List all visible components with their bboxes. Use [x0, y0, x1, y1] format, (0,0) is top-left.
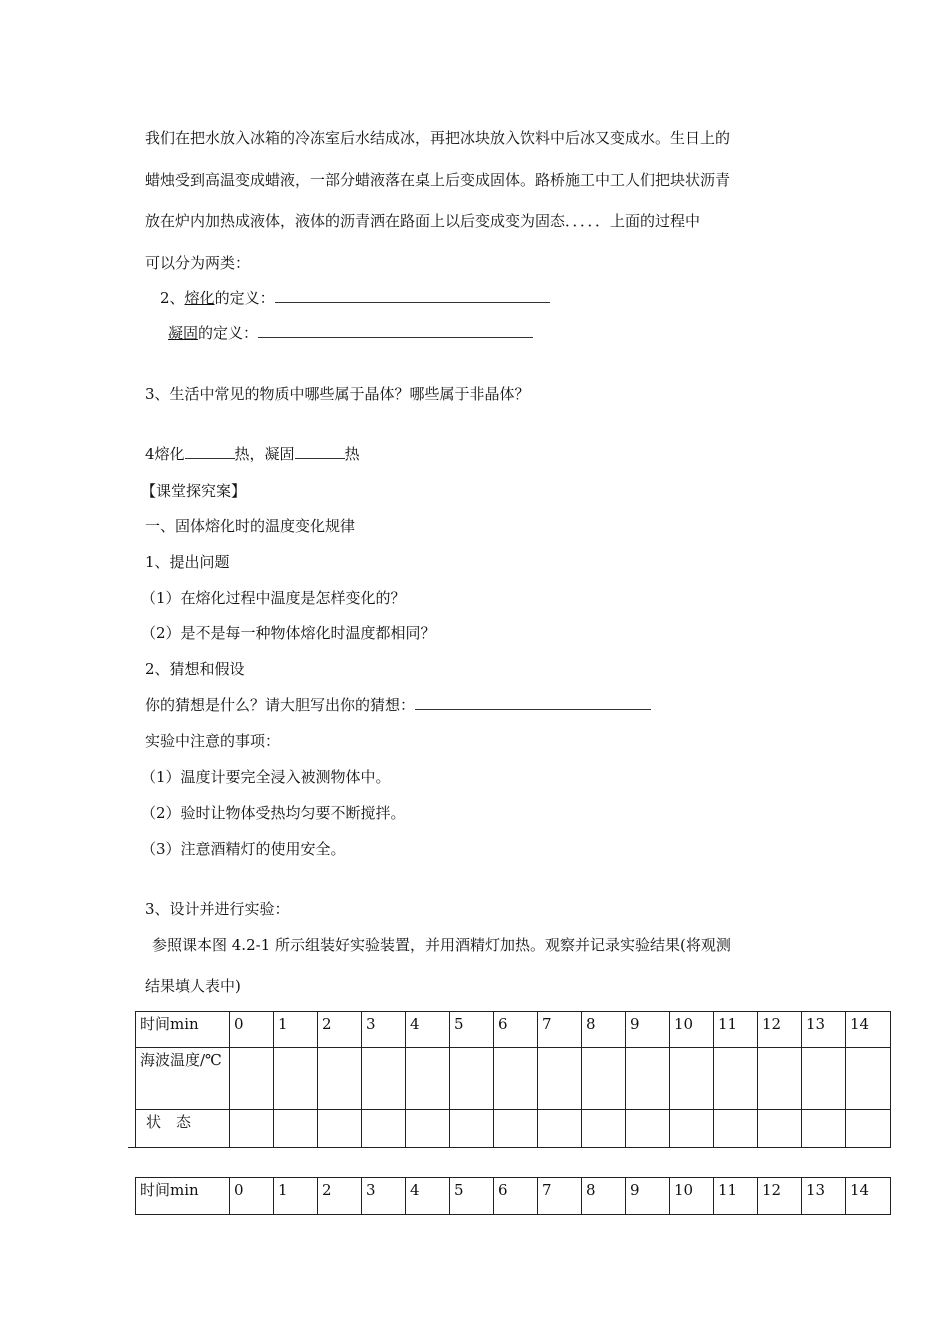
temperature-input-cell[interactable] — [406, 1048, 450, 1110]
state-input-cell[interactable] — [230, 1110, 274, 1148]
step2-title: 2、猜想和假设 — [145, 660, 245, 678]
state-input-cell[interactable] — [714, 1110, 758, 1148]
state-input-cell[interactable] — [758, 1110, 802, 1148]
minute-cell: 8 — [582, 1012, 626, 1048]
state-input-cell[interactable] — [362, 1110, 406, 1148]
q2-prefix: 2、 — [160, 289, 185, 307]
minute-cell: 14 — [846, 1012, 891, 1048]
temperature-input-cell[interactable] — [714, 1048, 758, 1110]
temperature-input-cell[interactable] — [318, 1048, 362, 1110]
observation-table — [135, 1011, 891, 1148]
minute-cell: 11 — [714, 1012, 758, 1048]
q4-part1: 4熔化 — [145, 445, 185, 463]
temperature-input-cell[interactable] — [230, 1048, 274, 1110]
intro-line-3: 放在炉内加热成液体，液体的沥青洒在路面上以后变成变为固态．．．．．上面的过程中 — [145, 212, 701, 230]
minute-cell: 0 — [230, 1012, 274, 1048]
step3-paragraph-2: 结果填人表中) — [145, 977, 241, 995]
temperature-input-cell[interactable] — [626, 1048, 670, 1110]
minute-cell: 2 — [318, 1178, 362, 1215]
minute-cell: 0 — [230, 1178, 274, 1215]
row-label-temperature: 海波温度/℃ — [136, 1048, 230, 1110]
minute-cell: 7 — [538, 1012, 582, 1048]
intro-line-4: 可以分为两类： — [145, 254, 251, 272]
step1-title: 1、提出问题 — [145, 553, 230, 571]
state-input-cell[interactable] — [538, 1110, 582, 1148]
note-3: （3）注意酒精灯的使用安全。 — [141, 840, 346, 858]
row-label-time: 时间min — [136, 1012, 230, 1048]
temperature-input-cell[interactable] — [538, 1048, 582, 1110]
q2-melting-definition — [160, 288, 550, 308]
temperature-input-cell[interactable] — [450, 1048, 494, 1110]
state-input-cell[interactable] — [582, 1110, 626, 1148]
note-1: （1）温度计要完全浸入被测物体中。 — [141, 768, 391, 786]
row-label-state: 状 态 — [136, 1110, 230, 1148]
minute-cell: 7 — [538, 1178, 582, 1215]
minute-cell: 9 — [626, 1178, 670, 1215]
term-solidifying: 凝固 — [168, 324, 199, 342]
table2-row-time — [136, 1178, 891, 1215]
state-input-cell[interactable] — [406, 1110, 450, 1148]
q2-solidifying-definition — [168, 323, 533, 343]
temperature-input-cell[interactable] — [274, 1048, 318, 1110]
note-2: （2）验时让物体受热均匀要不断搅拌。 — [141, 804, 406, 822]
minute-cell: 9 — [626, 1012, 670, 1048]
step1-question-2: （2）是不是每一种物体熔化时温度都相同？ — [141, 624, 436, 642]
temperature-input-cell[interactable] — [670, 1048, 714, 1110]
minute-cell: 1 — [274, 1012, 318, 1048]
melting-definition-blank[interactable] — [275, 288, 550, 303]
notes-title: 实验中注意的事项： — [145, 732, 281, 750]
solidifying-definition-blank[interactable] — [258, 323, 533, 338]
temperature-input-cell[interactable] — [582, 1048, 626, 1110]
minute-cell: 1 — [274, 1178, 318, 1215]
minute-cell: 10 — [670, 1012, 714, 1048]
q4-part2: 热，凝固 — [234, 445, 295, 463]
state-input-cell[interactable] — [494, 1110, 538, 1148]
minute-cell: 10 — [670, 1178, 714, 1215]
state-input-cell[interactable] — [274, 1110, 318, 1148]
guess-prompt — [145, 695, 651, 715]
temperature-input-cell[interactable] — [802, 1048, 846, 1110]
minute-cell: 4 — [406, 1012, 450, 1048]
minute-cell: 12 — [758, 1178, 802, 1215]
temperature-input-cell[interactable] — [758, 1048, 802, 1110]
table-row-state — [136, 1110, 891, 1148]
solidifying-heat-blank[interactable] — [295, 444, 345, 459]
minute-cell: 8 — [582, 1178, 626, 1215]
guess-blank[interactable] — [415, 695, 651, 710]
table-row-temperature — [136, 1048, 891, 1110]
minute-cell: 13 — [802, 1012, 846, 1048]
state-input-cell[interactable] — [626, 1110, 670, 1148]
minute-cell: 2 — [318, 1012, 362, 1048]
minute-cell: 5 — [450, 1012, 494, 1048]
table-row-time — [136, 1012, 891, 1048]
step1-question-1: （1）在熔化过程中温度是怎样变化的？ — [141, 589, 406, 607]
q3-crystal-question: 3、生活中常见的物质中哪些属于晶体？哪些属于非晶体？ — [145, 385, 530, 403]
state-input-cell[interactable] — [450, 1110, 494, 1148]
intro-line-1: 我们在把水放入冰箱的冷冻室后水结成冰，再把冰块放入饮料中后冰又变成水。生日上的 — [145, 129, 731, 147]
minute-cell: 14 — [846, 1178, 891, 1215]
section-title: 【课堂探究案】 — [141, 482, 247, 500]
step3-paragraph-1: 参照课本图 4.2-1 所示组装好实验装置，并用酒精灯加热。观察并记录实验结果(将观测 — [152, 936, 731, 954]
state-input-cell[interactable] — [802, 1110, 846, 1148]
heading-melting-rule: 一、固体熔化时的温度变化规律 — [145, 517, 356, 535]
term-melting: 熔化 — [184, 289, 215, 307]
temperature-input-cell[interactable] — [362, 1048, 406, 1110]
minute-cell: 4 — [406, 1178, 450, 1215]
q4-heat-question — [145, 444, 360, 464]
melting-heat-blank[interactable] — [185, 444, 235, 459]
minute-cell: 11 — [714, 1178, 758, 1215]
temperature-input-cell[interactable] — [846, 1048, 891, 1110]
q2-suffix1: 的定义： — [214, 289, 275, 307]
guess-prompt-text: 你的猜想是什么？请大胆写出你的猜想： — [145, 696, 416, 714]
row-label-time: 时间min — [136, 1178, 230, 1215]
minute-cell: 3 — [362, 1012, 406, 1048]
minute-cell: 6 — [494, 1012, 538, 1048]
temperature-input-cell[interactable] — [494, 1048, 538, 1110]
step3-title: 3、设计并进行实验： — [145, 900, 290, 918]
state-input-cell[interactable] — [846, 1110, 891, 1148]
table-separator-line — [128, 1147, 890, 1148]
q2-suffix2: 的定义： — [198, 324, 259, 342]
state-input-cell[interactable] — [670, 1110, 714, 1148]
minute-cell: 3 — [362, 1178, 406, 1215]
observation-table-2 — [135, 1177, 891, 1215]
minute-cell: 5 — [450, 1178, 494, 1215]
minute-cell: 13 — [802, 1178, 846, 1215]
minute-cell: 12 — [758, 1012, 802, 1048]
state-input-cell[interactable] — [318, 1110, 362, 1148]
intro-line-2: 蜡烛受到高温变成蜡液，一部分蜡液落在桌上后变成固体。路桥施工中工人们把块状沥青 — [145, 171, 731, 189]
q4-part3: 热 — [344, 445, 360, 463]
minute-cell: 6 — [494, 1178, 538, 1215]
